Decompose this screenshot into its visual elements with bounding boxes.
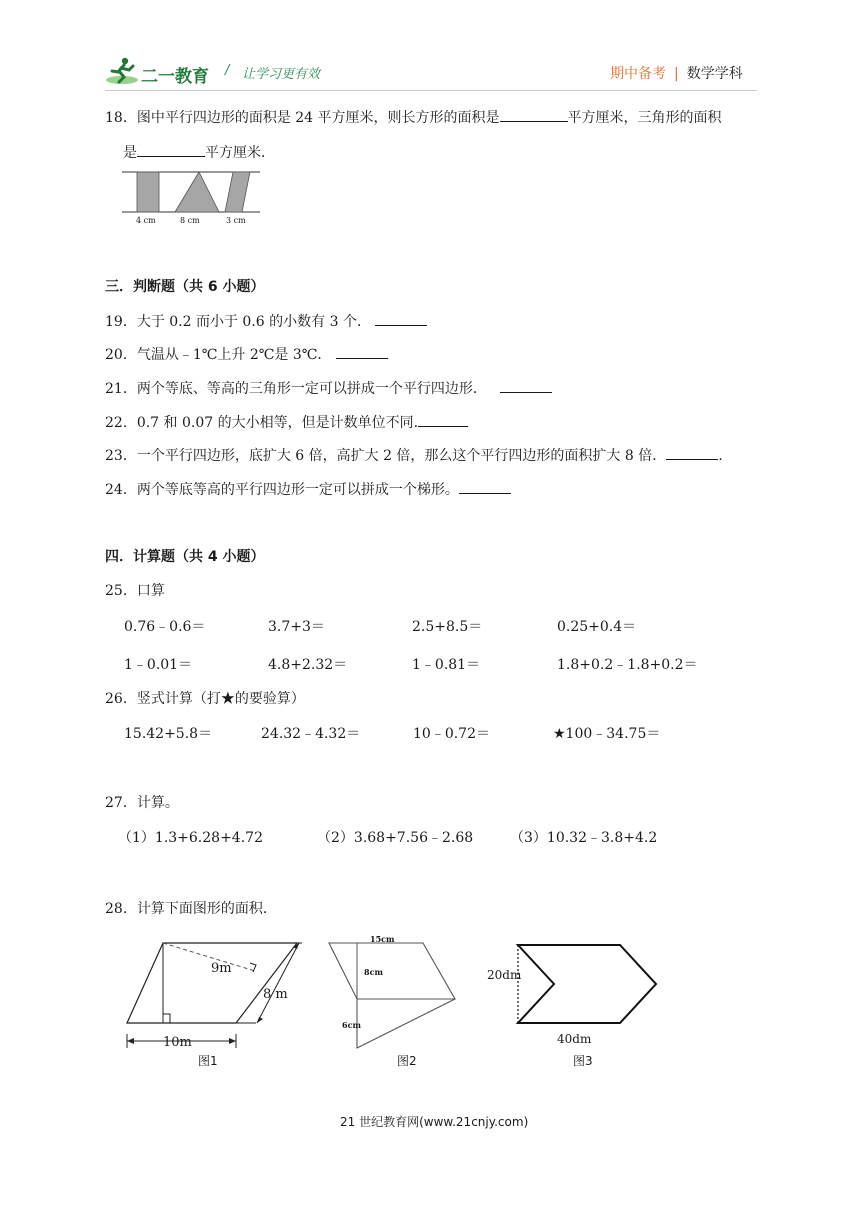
calc-item: 0.25+0.4＝ — [557, 619, 637, 635]
calc-item: 10﹣0.72＝ — [413, 726, 490, 742]
answer-blank[interactable] — [500, 107, 568, 122]
answer-blank[interactable] — [500, 378, 552, 393]
q18-label-rect: 4 cm — [136, 216, 156, 225]
slogan-slash: / — [225, 63, 230, 78]
parallelogram-shape — [225, 172, 250, 212]
q28-title: 28．计算下面图形的面积． — [105, 901, 277, 917]
answer-blank[interactable] — [137, 142, 205, 157]
calc-item: 1﹣0.01＝ — [124, 657, 193, 673]
calc-item: （2）3.68+7.56﹣2.68 — [317, 830, 474, 846]
header-divider — [105, 90, 757, 91]
rectangle-shape — [137, 172, 159, 212]
section-3-title: 三．判断题（共 6 小题） — [105, 279, 265, 295]
section-4-title: 四．计算题（共 4 小题） — [105, 549, 265, 565]
fig3-height-label: 20dm — [487, 968, 522, 982]
fig2-top-label: 15cm — [370, 934, 395, 944]
answer-blank[interactable] — [418, 412, 468, 427]
fig1-caption: 图1 — [198, 1054, 218, 1068]
fig1-base-label: 10m — [163, 1035, 192, 1050]
q18-label-para: 3 cm — [226, 216, 246, 225]
fig2-caption: 图2 — [397, 1054, 417, 1068]
judgement-item: 22．0.7 和 0.07 的大小相等，但是计数单位不同. — [105, 412, 468, 432]
fig2-mid-label: 8cm — [364, 967, 383, 977]
page-footer: 21 世纪教育网(www.21cnjy.com) — [340, 1115, 529, 1129]
answer-blank[interactable] — [459, 479, 511, 494]
logo-text: 二一教育 — [141, 67, 209, 87]
q18-label-tri: 8 cm — [180, 216, 200, 225]
header-right — [610, 63, 743, 83]
q25-title: 25．口算 — [105, 583, 165, 599]
runner-logo-icon — [105, 56, 139, 86]
fig3-caption: 图3 — [573, 1054, 593, 1068]
calc-item: 1.8+0.2﹣1.8+0.2＝ — [557, 657, 698, 673]
q18-text-d: 平方厘米． — [205, 145, 275, 161]
calc-item: （1）1.3+6.28+4.72 — [118, 830, 263, 846]
fig2-low-label: 6cm — [342, 1020, 361, 1030]
calc-item: ★100﹣34.75＝ — [553, 726, 661, 742]
judgement-item: 24．两个等底等高的平行四边形一定可以拼成一个梯形。 — [105, 479, 511, 499]
calc-item: 4.8+2.32＝ — [268, 657, 348, 673]
subject-label: 数学学科 — [686, 66, 743, 82]
judgement-item: 20．气温从﹣1℃上升 2℃是 3℃． — [105, 344, 388, 364]
q27-title: 27．计算。 — [105, 795, 179, 811]
triangle-shape — [175, 172, 219, 212]
calc-item: 1﹣0.81＝ — [412, 657, 481, 673]
judgement-item: 19．大于 0.2 而小于 0.6 的小数有 3 个． — [105, 311, 427, 331]
slogan: 让学习更有效 — [242, 67, 321, 82]
calc-item: （3）10.32﹣3.8+4.2 — [510, 830, 658, 846]
q18-text-b: 平方厘米，三角形的面积 — [567, 110, 722, 126]
calc-item: 24.32﹣4.32＝ — [261, 726, 361, 742]
judgement-item: 21．两个等底、等高的三角形一定可以拼成一个平行四边形． — [105, 378, 552, 398]
answer-blank[interactable] — [375, 311, 427, 326]
header-separator: | — [674, 66, 679, 82]
answer-blank[interactable] — [336, 344, 388, 359]
q18-text-a: 18．图中平行四边形的面积是 24 平方厘米，则长方形的面积是 — [105, 110, 500, 126]
q18-text-c: 是 — [123, 145, 137, 161]
fig1-side-label: 8 m — [263, 987, 288, 1002]
calc-item: 2.5+8.5＝ — [412, 619, 483, 635]
judgement-item: 23．一个平行四边形，底扩大 6 倍，高扩大 2 倍，那么这个平行四边形的面积扩大 8 倍． . — [105, 445, 723, 465]
figure-2-trapezoid — [325, 935, 460, 1053]
q26-title: 26．竖式计算（打★的要验算） — [105, 691, 305, 707]
answer-blank[interactable] — [666, 445, 718, 460]
calc-item: 0.76﹣0.6＝ — [124, 619, 206, 635]
calc-item: 3.7+3＝ — [268, 619, 325, 635]
calc-item: 15.42+5.8＝ — [124, 726, 213, 742]
fig3-width-label: 40dm — [557, 1032, 592, 1046]
figure-3-arrow-shape — [512, 940, 662, 1030]
exam-label: 期中备考 — [610, 66, 666, 82]
fig1-height-label: 9m — [211, 961, 232, 976]
